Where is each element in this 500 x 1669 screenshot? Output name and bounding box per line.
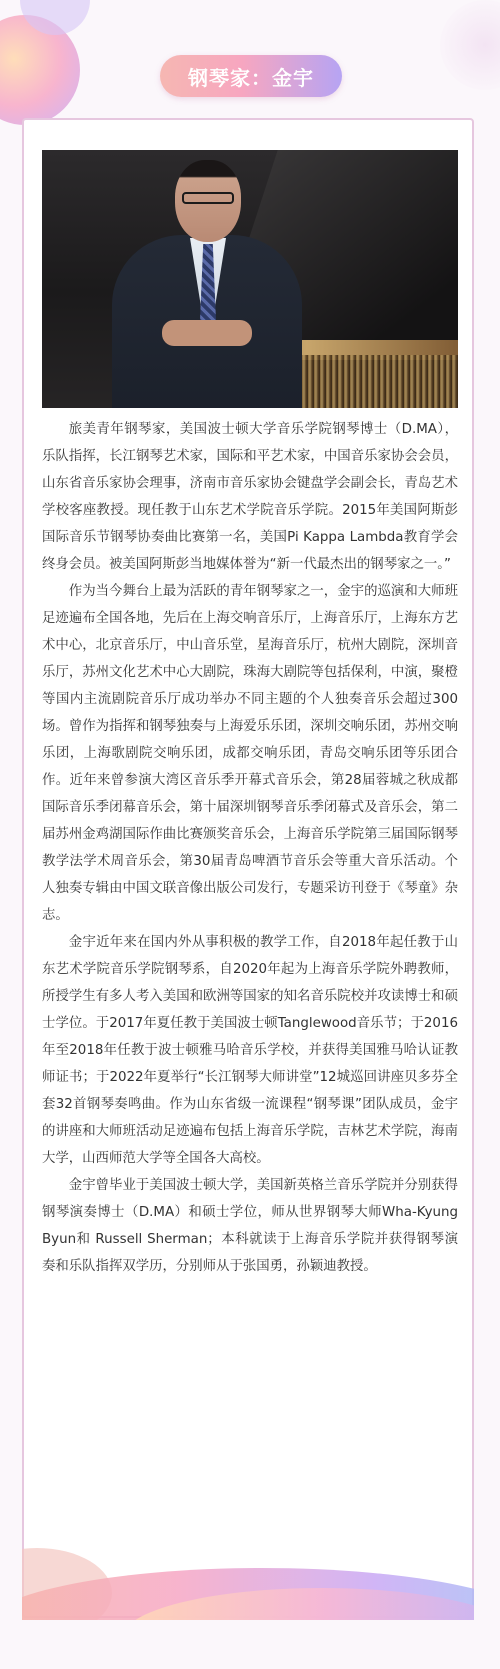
bottom-decoration — [22, 1548, 474, 1620]
bio-paragraph-2: 作为当今舞台上最为活跃的青年钢琴家之一，金宇的巡演和大师班足迹遍布全国各地，先后在上海交响音乐厅，上海音乐厅，上海东方艺术中心，北京音乐厅，中山音乐堂，星海音乐厅，杭州大剧院，深圳音乐厅，苏州文化艺术中心大剧院，珠海大剧院等包括保利，中演，聚橙等国内主流剧院音乐厅成功举办不同主题的个人独奏音乐会超过300场。曾作为指挥和钢琴独奏与上海爱乐乐团，深圳交响乐团，苏州交响乐团，上海歌剧院交响乐团，成都交响乐团，青岛交响乐团等乐团合作。近年来曾参演大湾区音乐季开幕式音乐会，第28届蓉城之秋成都国际音乐季闭幕音乐会，第十届深圳钢琴音乐季闭幕式及音乐会，第二届苏州金鸡湖国际作曲比赛颁奖音乐会，上海音乐学院第三届国际钢琴教学法学术周音乐会，第30届青岛啤酒节音乐会等重大音乐活动。个人独奏专辑由中国文联音像出版公司发行，专题采访刊登于《琴童》杂志。 — [42, 584, 458, 923]
person-glasses — [182, 192, 234, 204]
bio-paragraph-1: 旅美青年钢琴家，美国波士顿大学音乐学院钢琴博士（D.MA），乐队指挥，长江钢琴艺术家，国际和平艺术家，中国音乐家协会会员，山东省音乐家协会理事，济南市音乐家协会键盘学会副会长，青岛艺术学校客座教授。现任教于山东艺术学院音乐学院。2015年美国阿斯彭国际音乐节钢琴协奏曲比赛第一名，美国Pi Kappa Lambda教育学会终身会员。被美国阿斯彭当地媒体誉为“新一代最杰出的钢琴家之一。” — [42, 422, 458, 572]
bio-paragraph-4: 金宇曾毕业于美国波士顿大学，美国新英格兰音乐学院并分别获得钢琴演奏博士（D.MA）和硕士学位，师从世界钢琴大师Wha-Kyung Byun和 Russell Sherman；本科就读于上海音乐学院并获得钢琴演奏和乐队指挥双学历，分别师从于张国勇，孙颖迪教授。 — [42, 1178, 458, 1274]
person-hands — [162, 320, 252, 346]
pianist-photo — [42, 150, 458, 408]
decorative-circle-right — [440, 0, 500, 90]
page-title: 钢琴家：金宇 — [160, 55, 342, 97]
bio-paragraph-3: 金宇近年来在国内外从事积极的教学工作，自2018年起任教于山东艺术学院音乐学院钢琴系，自2020年起为上海音乐学院外聘教师，所授学生有多人考入美国和欧洲等国家的知名音乐院校并攻读博士和硕士学位。于2017年夏任教于美国波士顿Tanglewood音乐节；于2016年至2018年任教于波士顿雅马哈音乐学校，并获得美国雅马哈认证教师证书；于2022年夏举行“长江钢琴大师讲堂”12城巡回讲座贝多芬全套32首钢琴奏鸣曲。作为山东省级一流课程“钢琴课”团队成员，金宇的讲座和大师班活动足迹遍布包括上海音乐学院，吉林艺术学院，海南大学，山西师范大学等全国各大高校。 — [42, 935, 458, 1166]
bio-text — [42, 416, 458, 1280]
